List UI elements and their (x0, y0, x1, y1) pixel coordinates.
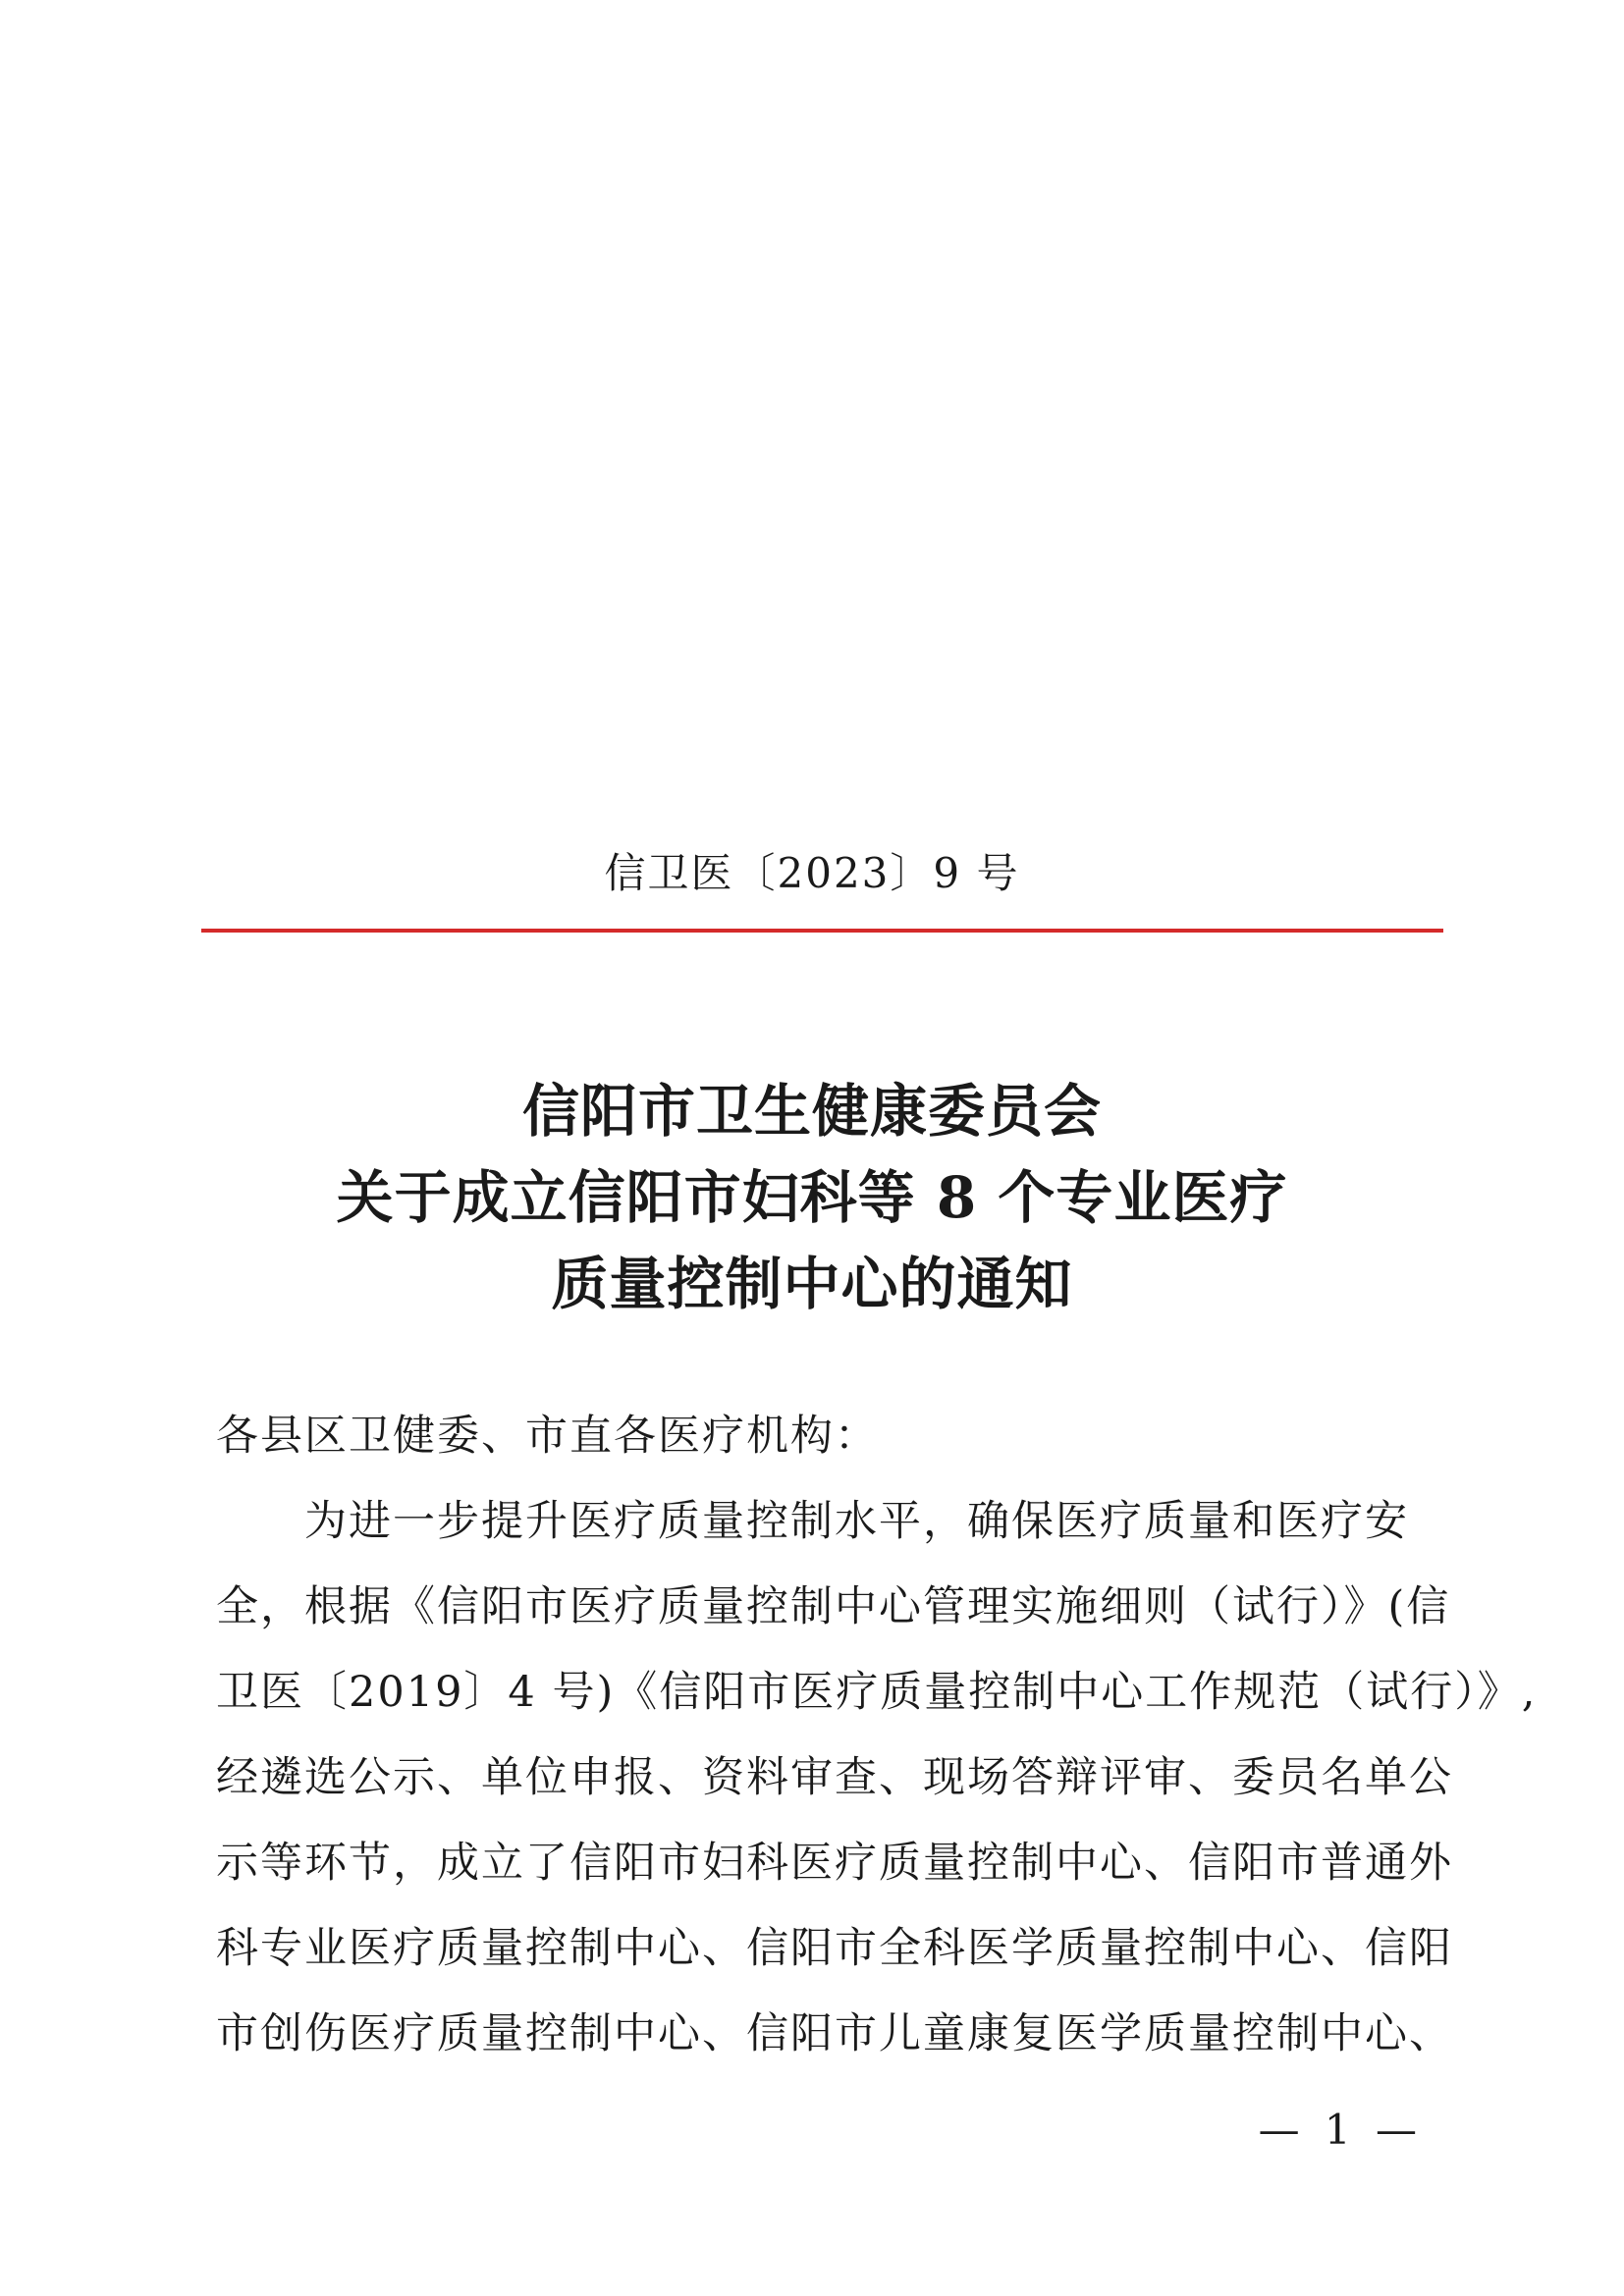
title-line-3: 质量控制中心的通知 (551, 1251, 1073, 1317)
title-line-1: 信阳市卫生健康委员会 (521, 1078, 1102, 1145)
red-divider-line (201, 929, 1443, 933)
addressee: 各县区卫健委、市直各医疗机构： (216, 1412, 879, 1461)
body-line: 全，根据《信阳市医疗质量控制中心管理实施细则（试行）》(信 (216, 1582, 1451, 1631)
body-line: 经遴选公示、单位申报、资料审查、现场答辩评审、委员名单公 (216, 1753, 1453, 1802)
document-title (0, 1068, 1624, 1327)
page-number: — 1 — (1258, 2106, 1423, 2154)
body-line: 示等环节，成立了信阳市妇科医疗质量控制中心、信阳市普通外 (216, 1839, 1453, 1888)
document-number: 信卫医〔2023〕9 号 (604, 849, 1020, 897)
body-line: 科专业医疗质量控制中心、信阳市全科医学质量控制中心、信阳 (216, 1924, 1453, 1973)
document-body (216, 1394, 1538, 2077)
body-line: 市创伤医疗质量控制中心、信阳市儿童康复医学质量控制中心、 (216, 2009, 1453, 2058)
title-line-2: 关于成立信阳市妇科等 8 个专业医疗 (336, 1164, 1288, 1231)
body-line: 为进一步提升医疗质量控制水平，确保医疗质量和医疗安 (304, 1497, 1409, 1546)
body-line: 卫医〔2019〕4 号)《信阳市医疗质量控制中心工作规范（试行）》, (216, 1668, 1538, 1717)
